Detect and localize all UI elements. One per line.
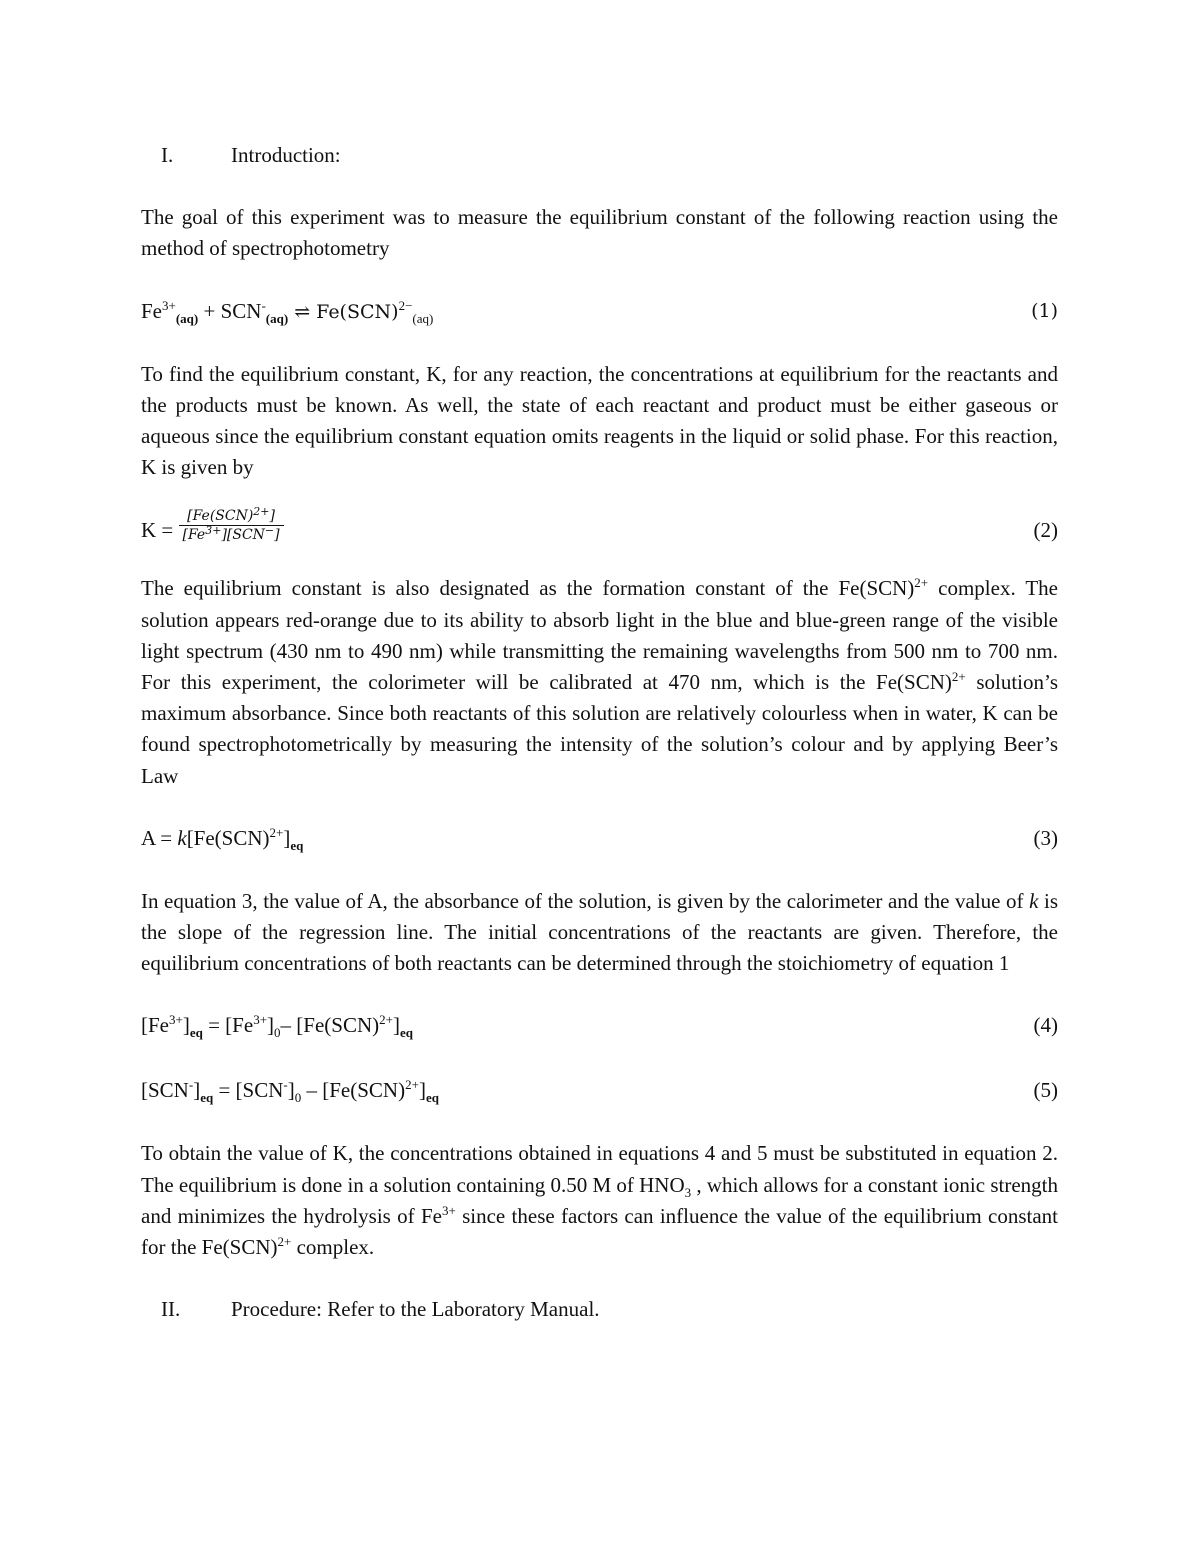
- equation-5: $[SCN^-]_{eq} = [SCN^-]_0 - [Fe(SCN)^{2+}]_{eq}$ (5): [141, 1077, 1058, 1106]
- section-title: Introduction:: [231, 143, 341, 167]
- equation-2: K = $\frac{[Fe(SCN)^{2+}]}{[Fe^{3+}][SCN^-]}$ (2): [141, 509, 1058, 551]
- section-number: I.: [161, 143, 174, 167]
- document-page: [141, 140, 1058, 1325]
- equation-number: (2): [1033, 518, 1058, 543]
- equation-number: (1): [1031, 299, 1058, 322]
- equation-number: (5): [1033, 1078, 1058, 1103]
- equation-3: $A = k[Fe(SCN)^{2+}]_{eq}$ (3): [141, 824, 1058, 853]
- paragraph-formation-constant: The equilibrium constant is also designated as the formation constant of the Fe(SCN)$^{2+}$ complex. The solution appears red-orange due to its ability to absorb light in the blue and blue-green range of the visible light spectrum (430 nm to 490 nm) while transmitting the remaining wavelengths from 500 nm to 700 nm. For this experiment, the colorimeter will be calibrated at 470 nm, which is the Fe(SCN)$^{2+}$ solution’s maximum absorbance. Since both reactants of this solution are relatively colourless when in water, K can be found spectrophotometrically by measuring the intensity of the solution’s colour and by applying Beer’s Law: [141, 575, 1058, 788]
- fraction: $\frac{[Fe(SCN)^{2+}]}{[Fe^{3+}][SCN^-]}$: [179, 507, 284, 544]
- equation-number: (4): [1033, 1013, 1058, 1038]
- paragraph-equation-3: In equation 3, the value of A, the absorbance of the solution, is given by the calorimeter and the value of k is the slope of the regression line. The initial concentrations of the reactants are given. Therefore, the equilibrium concentrations of both reactants can be determined through the stoichiometry of equation 1: [141, 888, 1058, 976]
- section-number: II.: [161, 1297, 181, 1322]
- section-title: Procedure: Refer to the Laboratory Manual.: [231, 1297, 600, 1322]
- section-heading-procedure: [141, 1294, 1058, 1325]
- paragraph-obtain-k: To obtain the value of K, the concentrations obtained in equations 4 and 5 must be substituted in equation 2. The equilibrium is done in a solution containing 0.50 M of $HNO_3$ , which allows for a constant ionic strength and minimizes the hydrolysis of $Fe^{3+}$ since these factors can influence the value of the equilibrium constant for the Fe(SCN)$^{2+}$ complex.: [141, 1141, 1058, 1260]
- section-heading-introduction: [141, 140, 1058, 171]
- equation-number: (3): [1033, 825, 1058, 850]
- paragraph-goal: The goal of this experiment was to measure the equilibrium constant of the following reaction using the method of spectrophotometry: [141, 205, 1058, 261]
- paragraph-find-k: To find the equilibrium constant, K, for any reaction, the concentrations at equilibrium for the reactants and the products must be known. As well, the state of each reactant and product must be either gaseous or aqueous since the equilibrium constant equation omits reagents in the liquid or solid phase. For this reaction, K is given by: [141, 361, 1058, 480]
- equation-4: $[Fe^{3+}]_{eq} = [Fe^{3+}]_0-$ $[Fe(SCN)^{2+}]_{eq}$ (4): [141, 1012, 1058, 1041]
- equation-1: $Fe^{3+}_{(aq)} + SCN^-_{(aq)}$ ⇌ Fe(SCN)$^{2-}_{(aq)}$ (1): [141, 297, 1058, 326]
